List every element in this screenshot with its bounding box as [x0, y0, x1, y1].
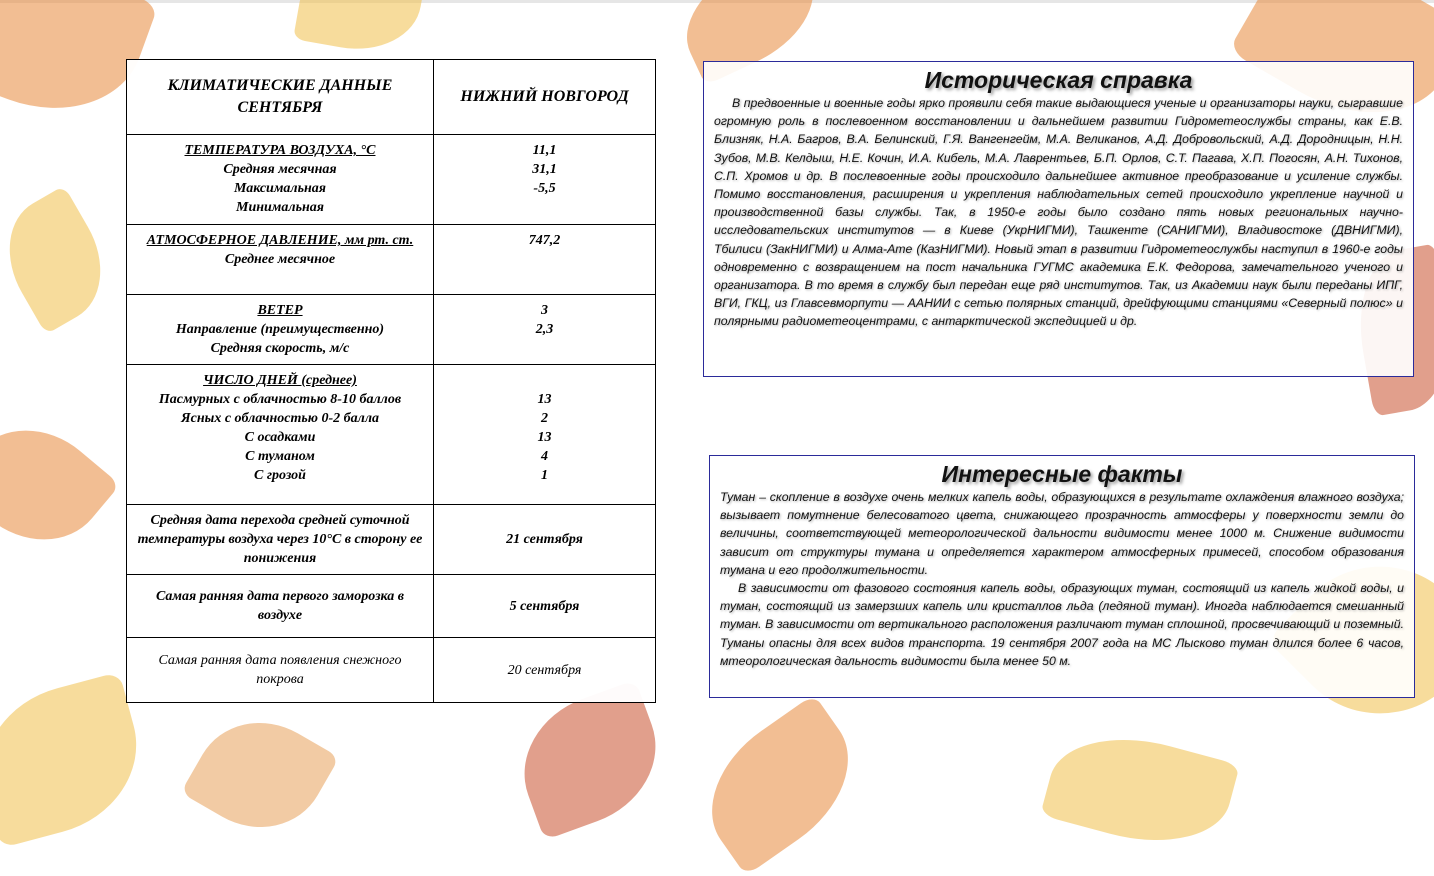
facts-title: Интересные факты — [941, 461, 1183, 487]
wind-values — [434, 295, 656, 365]
pressure-labels — [127, 225, 434, 295]
row-value: 747,2 — [528, 233, 561, 248]
transition-label: Средняя дата перехода средней суточной температуры воздуха через 10°С в сторону ее понижения — [127, 505, 434, 575]
climate-table — [126, 59, 656, 703]
days-values — [434, 365, 656, 505]
row-value: 4 — [541, 449, 548, 464]
pressure-title: АТМОСФЕРНОЕ ДАВЛЕНИЕ, мм рт. ст. — [146, 233, 414, 248]
history-title: Историческая справка — [924, 67, 1193, 93]
row-value: 2,3 — [535, 322, 554, 337]
pressure-values — [434, 225, 656, 295]
row-value: 2 — [541, 411, 548, 426]
row-value: 13 — [537, 430, 552, 445]
facts-text-2: В зависимости от фазового состояния капель воды, образующих туман, состоящий из капель жидкой воды, и туман, состоящий из замерзших капель или кристаллов льда (ледяной туман). Иногда наблюдается смешанный туман. В зависимости от вертикального расположения различают туман сплошной, просвечивающий и поземный. Туманы опасны для всех видов транспорта. 19 сентября 2007 года на МС Лысково туман длился более 6 часов, мтеорологическая дальность видимости была менее 50 м. — [720, 581, 1404, 668]
days-title: ЧИСЛО ДНЕЙ (среднее) — [203, 373, 357, 388]
row-label: Максимальная — [234, 181, 326, 196]
row-value: 11,1 — [532, 143, 557, 158]
temperature-values — [434, 135, 656, 225]
wind-labels — [127, 295, 434, 365]
history-box — [703, 61, 1414, 377]
history-text: В предвоенные и военные годы ярко проявили себя такие выдающиеся ученые и организаторы науки, сыгравшие огромную роль в послевоенном восстановлении и дальнейшем развитии Гидрометеослужбы страны, как Е.В. Близняк, Н.А. Багров, В.А. Белинский, Г.Я. Вангенгейм, М.А. Великанов, А.Д. Добровольский, А.Д. Дородницын, Н.Н. Зубов, М.В. Келдыш, Н.Е. Кочин, И.А. Кибель, М.А. Лаврентьев, Б.П. Орлов, С.Т. Пагава, Х.П. Погосян, А.Н. Тихонов, С.П. Хромов и др. В послевоенные годы происходило дальнейшее активное преобразование и усиление службы. Помимо восстановления, расширения и укрепления наблюдательных сетей происходило укрепление научной и производственной базы службы. Так, в 1950-е годы было создано пять новых региональных научно-исследовательских институтов — в Киеве (УкрНИГМИ), Ташкенте (САНИГМИ), Владивостоке (ДВНИГМИ), Тбилиси (ЗакНИГМИ) и Алма-Ате (КазНИГМИ). Новый этап в развитии Гидрометеослужбы наступил в 1960-е годы одновременно с возвращением на пост начальника ГУГМС академика Е.К. Федорова, замечательного ученого и организатора. В то время в службу был передан еще ряд институтов. Так, из Академии наук были переданы ИПГ, ВГИ, ГКЦ, из Главсевморпути — ААНИИ с сетью полярных станций, дрейфующими станциями «Северный полюс» и полярными радиометеоцентрами, с антарктической экспедицией и др. — [714, 96, 1403, 329]
row-label: Пасмурных с облачностью 8-10 баллов — [158, 392, 402, 407]
row-value: -5,5 — [533, 181, 556, 196]
row-label: Ясных с облачностью 0-2 балла — [180, 411, 380, 426]
row-label: Средняя скорость, м/с — [210, 341, 350, 356]
days-labels — [127, 365, 434, 505]
row-label: С грозой — [254, 468, 306, 483]
row-label: Минимальная — [236, 200, 324, 215]
row-label: Средняя месячная — [223, 162, 337, 177]
row-value: 13 — [537, 392, 552, 407]
frost-label: Самая ранняя дата первого заморозка в воздухе — [127, 575, 434, 638]
header-climate: КЛИМАТИЧЕСКИЕ ДАННЫЕ СЕНТЯБРЯ — [127, 60, 434, 135]
snow-value: 20 сентября — [434, 638, 656, 703]
frost-value: 5 сентября — [434, 575, 656, 638]
facts-box — [709, 455, 1415, 698]
snow-label: Самая ранняя дата появления снежного покрова — [127, 638, 434, 703]
row-value: 1 — [541, 468, 548, 483]
row-value: 3 — [541, 303, 548, 318]
transition-value: 21 сентября — [434, 505, 656, 575]
wind-title: ВЕТЕР — [257, 303, 303, 318]
facts-text-1: Туман – скопление в воздухе очень мелких капель воды, образующихся в результате охлаждения влажного воздуха; вызывает помутнение белесоватого цвета, снижающего прозрачность атмосферы у поверхности земли до величины, соответствующей метеорологической дальности видимости менее 1000 м. Снижение видимости зависит от структуры тумана и определяется характером атмосферных примесей, способом образования тумана и его продолжительности. — [720, 490, 1404, 577]
row-label: С туманом — [245, 449, 315, 464]
header-city: НИЖНИЙ НОВГОРОД — [434, 60, 656, 135]
temperature-title: ТЕМПЕРАТУРА ВОЗДУХА, °С — [184, 143, 376, 158]
row-label: Среднее месячное — [224, 252, 336, 267]
row-label: Направление (преимущественно) — [175, 322, 385, 337]
row-label: С осадками — [244, 430, 316, 445]
temperature-labels — [127, 135, 434, 225]
row-value: 31,1 — [532, 162, 557, 177]
